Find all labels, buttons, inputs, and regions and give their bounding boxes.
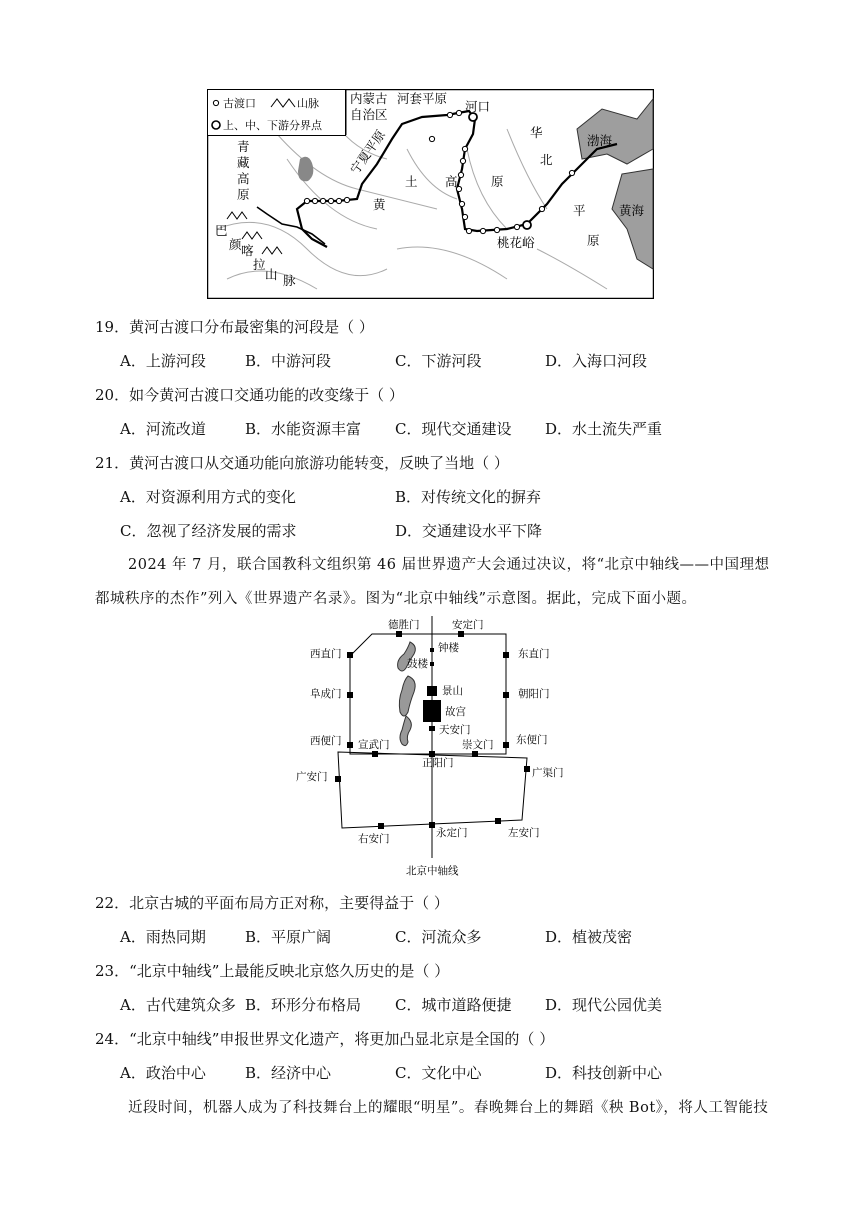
q24-option-d[interactable]: D．科技创新中心 [545, 1064, 663, 1082]
boundary-hekou [469, 113, 477, 121]
svg-text:阜成门: 阜成门 [310, 688, 342, 700]
svg-text:古渡口: 古渡口 [223, 97, 256, 110]
q23-option-a[interactable]: A．古代建筑众多 [120, 996, 236, 1014]
svg-text:原: 原 [491, 174, 504, 189]
lake-nanhai [400, 716, 411, 746]
q21-option-a[interactable]: A．对资源利用方式的变化 [120, 488, 296, 506]
svg-text:拉: 拉 [253, 257, 266, 272]
svg-text:鼓楼: 鼓楼 [407, 658, 428, 670]
q19-option-a[interactable]: A．上游河段 [120, 352, 206, 370]
q20-option-d[interactable]: D．水土流失严重 [545, 420, 663, 438]
svg-text:西便门: 西便门 [310, 735, 342, 747]
q22-option-b[interactable]: B．平原广阔 [245, 928, 332, 946]
q20-option-c[interactable]: C．现代交通建设 [395, 420, 512, 438]
q22-option-a[interactable]: A．雨热同期 [120, 928, 206, 946]
svg-text:正阳门: 正阳门 [422, 757, 454, 769]
svg-text:河套平原: 河套平原 [397, 91, 448, 106]
svg-text:北京中轴线: 北京中轴线 [406, 865, 459, 877]
question-20: 20．如今黄河古渡口交通功能的改变缘于（ ） [95, 386, 404, 404]
svg-text:藏: 藏 [237, 155, 250, 170]
svg-text:内蒙古: 内蒙古 [350, 91, 388, 106]
svg-text:山: 山 [265, 267, 278, 282]
svg-text:故宫: 故宫 [445, 706, 466, 718]
svg-text:河口: 河口 [465, 99, 491, 114]
svg-text:东便门: 东便门 [516, 734, 548, 746]
svg-text:原: 原 [237, 187, 250, 202]
q24-option-a[interactable]: A．政治中心 [120, 1064, 206, 1082]
svg-text:原: 原 [587, 233, 600, 248]
lake-beihai [399, 676, 415, 716]
passage-2-line-1: 近段时间，机器人成为了科技舞台上的耀眼“明星”。春晚舞台上的舞蹈《秧 Bot》，将人工智能技 [128, 1100, 769, 1116]
svg-text:平: 平 [573, 203, 586, 218]
svg-text:山脉: 山脉 [297, 97, 319, 110]
q22-option-d[interactable]: D．植被茂密 [545, 928, 633, 946]
svg-text:西直门: 西直门 [310, 648, 342, 660]
svg-text:广渠门: 广渠门 [532, 767, 564, 779]
svg-text:永定门: 永定门 [436, 827, 468, 839]
svg-text:北: 北 [540, 152, 553, 167]
q19-option-b[interactable]: B．中游河段 [245, 352, 332, 370]
q19-option-c[interactable]: C．下游河段 [395, 352, 482, 370]
question-22: 22．北京古城的平面布局方正对称，主要得益于（ ） [95, 894, 449, 912]
svg-text:钟楼: 钟楼 [438, 642, 459, 654]
svg-text:黄海: 黄海 [619, 203, 645, 218]
svg-text:高: 高 [445, 174, 458, 189]
svg-text:东直门: 东直门 [518, 648, 550, 660]
ferry-legend-icon [213, 100, 218, 105]
q24-option-c[interactable]: C．文化中心 [395, 1064, 482, 1082]
q20-option-b[interactable]: B．水能资源丰富 [245, 420, 362, 438]
q19-option-d[interactable]: D．入海口河段 [545, 352, 648, 370]
beijing-axis-map [290, 612, 580, 880]
svg-text:崇文门: 崇文门 [462, 739, 494, 751]
question-21: 21．黄河古渡口从交通功能向旅游功能转变，反映了当地（ ） [95, 454, 509, 472]
svg-text:上、中、下游分界点: 上、中、下游分界点 [223, 119, 322, 132]
passage-line-2: 都城秩序的杰作”列入《世界遗产名录》。图为“北京中轴线”示意图。据此，完成下面小题。 [95, 591, 697, 607]
svg-text:颜: 颜 [229, 237, 242, 252]
svg-text:安定门: 安定门 [452, 619, 484, 631]
gugong-marker [423, 700, 441, 722]
question-19: 19．黄河古渡口分布最密集的河段是（ ） [95, 318, 374, 336]
svg-text:脉: 脉 [283, 273, 296, 288]
q21-option-b[interactable]: B．对传统文化的摒弃 [395, 488, 542, 506]
question-23: 23．“北京中轴线”上最能反映北京悠久历史的是（ ） [95, 962, 450, 980]
boundary-legend-icon [212, 121, 220, 129]
boundary-taohuayu [523, 221, 531, 229]
q24-option-b[interactable]: B．经济中心 [245, 1064, 332, 1082]
svg-text:广安门: 广安门 [296, 771, 328, 783]
question-24: 24．“北京中轴线”申报世界文化遗产，将更加凸显北京是全国的（ ） [95, 1030, 555, 1048]
q23-option-d[interactable]: D．现代公园优美 [545, 996, 663, 1014]
gulou-marker [430, 662, 434, 666]
svg-text:宣武门: 宣武门 [358, 739, 390, 751]
zhonglou-marker [430, 648, 434, 652]
svg-text:桃花峪: 桃花峪 [497, 235, 535, 250]
svg-text:朝阳门: 朝阳门 [518, 688, 550, 700]
svg-text:景山: 景山 [442, 685, 463, 697]
svg-text:天安门: 天安门 [439, 724, 471, 736]
svg-text:宁夏平原: 宁夏平原 [347, 127, 389, 177]
svg-text:渤海: 渤海 [587, 133, 613, 148]
q22-option-c[interactable]: C．河流众多 [395, 928, 482, 946]
q23-option-c[interactable]: C．城市道路便捷 [395, 996, 512, 1014]
q20-option-a[interactable]: A．河流改道 [120, 420, 206, 438]
svg-text:右安门: 右安门 [358, 833, 390, 845]
jingshan-marker [427, 686, 437, 696]
svg-text:黄: 黄 [373, 197, 386, 212]
svg-text:喀: 喀 [241, 243, 254, 258]
svg-text:青: 青 [237, 139, 250, 154]
svg-text:土: 土 [405, 174, 418, 189]
q21-option-c[interactable]: C．忽视了经济发展的需求 [120, 522, 297, 540]
passage-line-1: 2024 年 7 月，联合国教科文组织第 46 届世界遗产大会通过决议，将“北京中轴线——中国理想 [128, 557, 770, 573]
q21-option-d[interactable]: D．交通建设水平下降 [395, 522, 543, 540]
svg-text:左安门: 左安门 [508, 827, 540, 839]
svg-text:巴: 巴 [215, 223, 228, 238]
q23-option-b[interactable]: B．环形分布格局 [245, 996, 362, 1014]
yellow-river-map [207, 89, 654, 299]
svg-text:高: 高 [237, 171, 250, 186]
svg-text:华: 华 [530, 125, 543, 140]
tiananmen-marker [429, 726, 435, 731]
svg-text:自治区: 自治区 [350, 107, 388, 122]
svg-text:德胜门: 德胜门 [388, 619, 420, 631]
